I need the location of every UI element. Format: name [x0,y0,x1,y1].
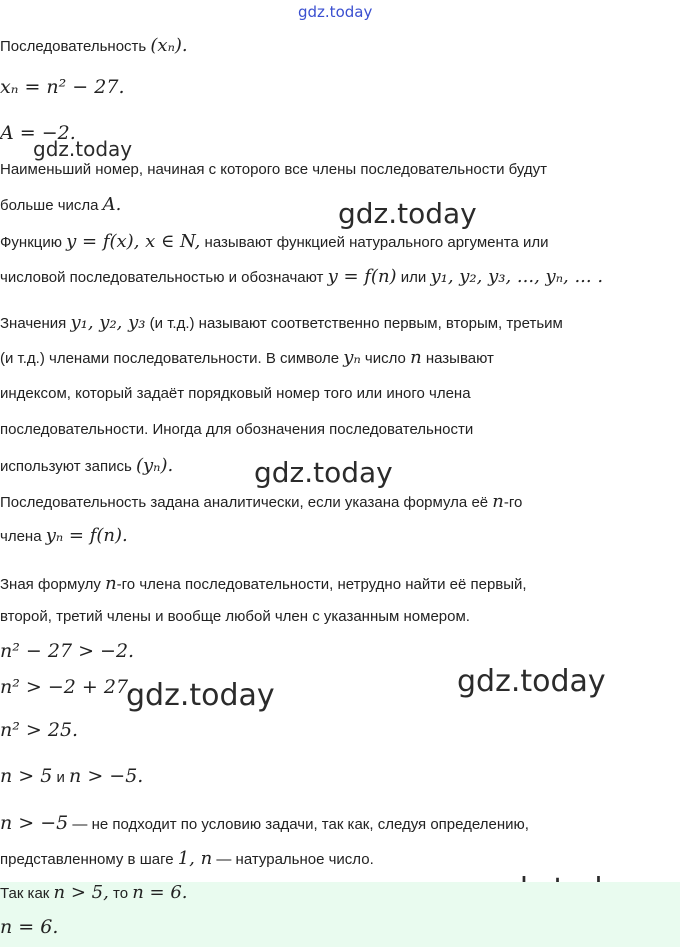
formula-usage-line-1: Зная формулу n-го члена последовательности, нетрудно найти её первый, [0,573,527,594]
inequality-2: n² > −2 + 27. [0,676,135,698]
watermark: gdz.today [457,664,606,699]
definition-line-4: (и т.д.) членами последовательности. В символе yₙ число n называют [0,347,494,368]
formula-line: xₙ = n² − 27. [0,76,125,98]
watermark: gdz.today [126,678,275,713]
question-line-2: больше числа A. [0,194,122,215]
definition-line-7: используют запись (yₙ). [0,455,174,476]
question-line-1: Наименьший номер, начиная с которого все члены последовательности будут [0,161,548,178]
final-answer: n = 6. [0,916,59,938]
definition-line-2: числовой последовательностью и обозначают y = f(n) или y₁, y₂, y₃, ..., yₙ, ... . [0,266,604,287]
watermark: gdz.today [254,456,393,489]
definition-line-3: Значения y₁, y₂, y₃ (и т.д.) называют соответственно первым, вторым, третьим [0,312,563,333]
watermark: gdz.today [33,137,133,161]
watermark: gdz.today [338,197,477,230]
inequality-solutions: n > 5 и n > −5. [0,765,144,787]
analytic-line-2: члена yₙ = f(n). [0,525,128,546]
sequence-title: Последовательность (xₙ). [0,35,188,56]
inequality-1: n² − 27 > −2. [0,640,135,662]
watermark-top: gdz.today [298,3,373,21]
definition-line-6: последовательности. Иногда для обозначения последовательности [0,421,474,438]
value-a-line: A = −2. [0,122,76,144]
conclusion-line: Так как n > 5, то n = 6. [0,882,188,903]
rejection-line-1: n > −5 — не подходит по условию задачи, так как, следуя определению, [0,812,529,834]
inequality-3: n² > 25. [0,719,79,741]
definition-line-5: индексом, который задаёт порядковый номер того или иного члена [0,385,471,402]
definition-line-1: Функцию y = f(x), x ∈ N, называют функцией натурального аргумента или [0,231,549,252]
rejection-line-2: представленному в шаге 1, n — натуральное число. [0,848,374,869]
analytic-line-1: Последовательность задана аналитически, если указана формула её n-го [0,491,523,512]
formula-usage-line-2: второй, третий члены и вообще любой член с указанным номером. [0,608,470,625]
